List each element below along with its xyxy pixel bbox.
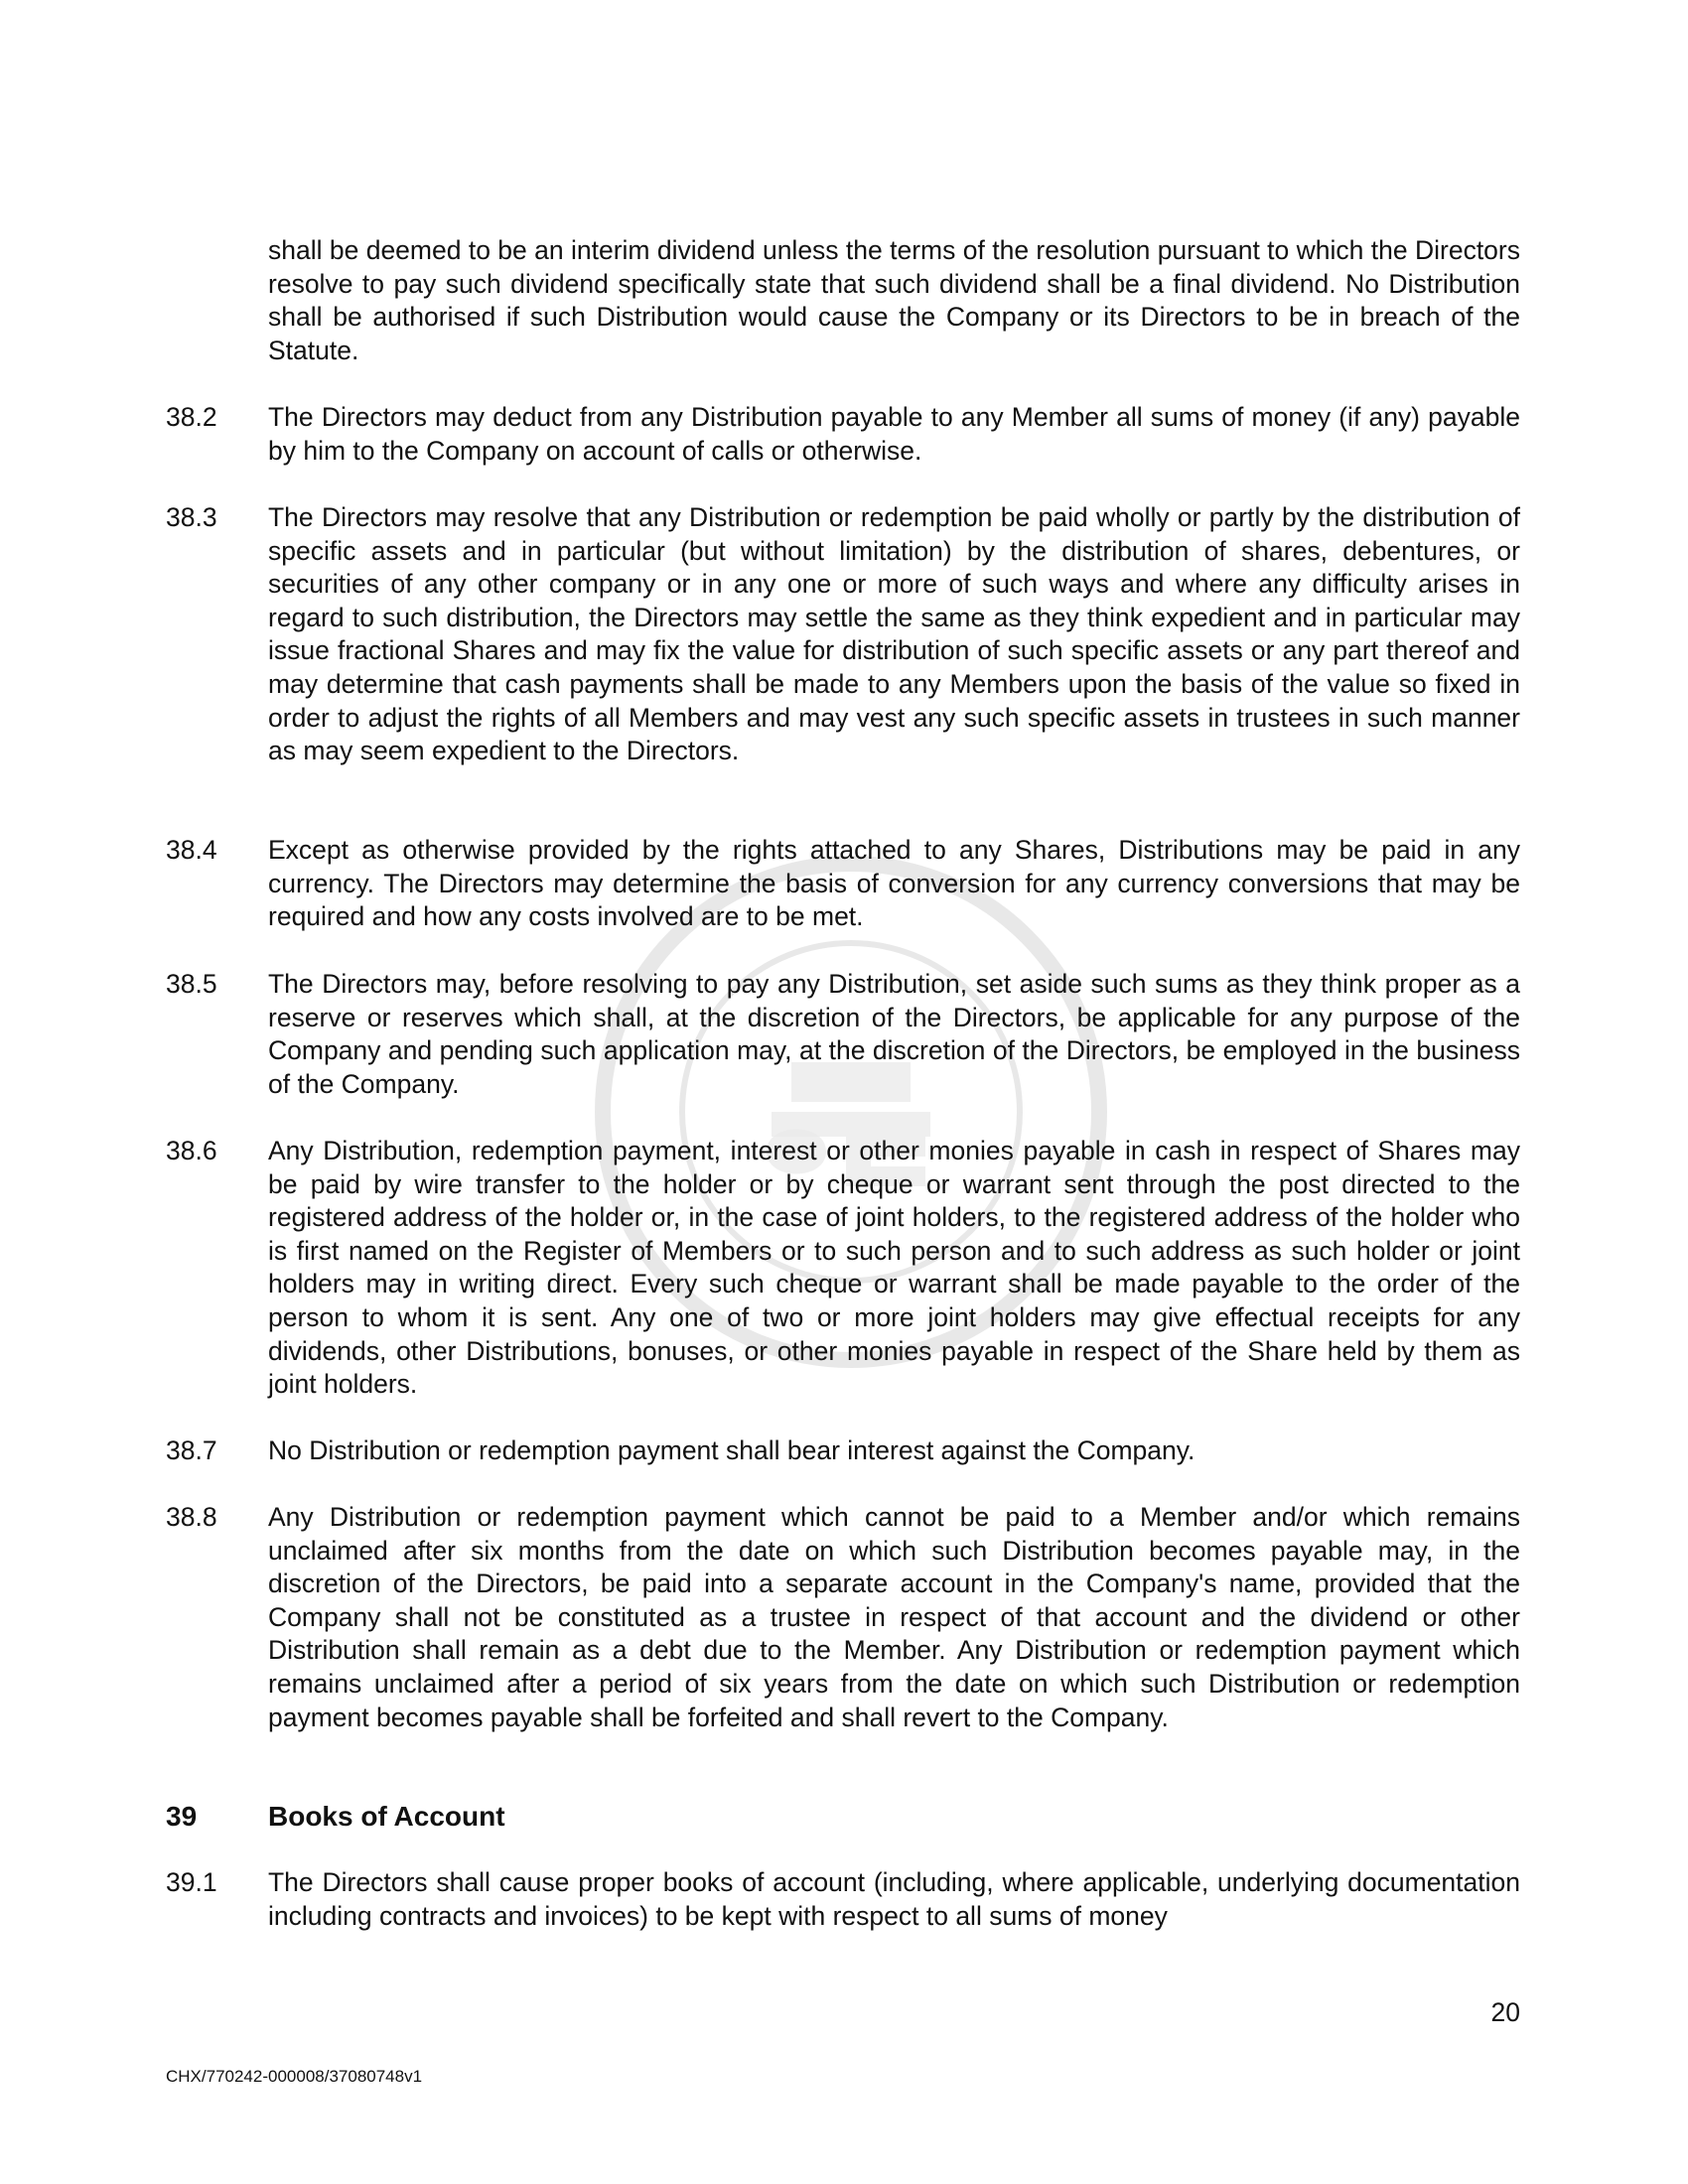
clause-38-7 — [166, 1434, 1520, 1468]
clause-38-6 — [166, 1135, 1520, 1402]
clause-number: 38.2 — [166, 402, 217, 432]
document-reference: CHX/770242-000008/37080748v1 — [166, 2067, 423, 2086]
clause-text: Except as otherwise provided by the rights attached to any Shares, Distributions may be paid in any currency. The Directors may determine the basis of conversion for any currency conversions that may be required and how any costs involved are to be met. — [268, 835, 1520, 932]
clause-text: No Distribution or redemption payment shall bear interest against the Company. — [268, 1435, 1196, 1465]
clause-text: The Directors may deduct from any Distribution payable to any Member all sums of money (if any) payable by him to the Company on account of calls or otherwise. — [268, 402, 1520, 466]
clause-text: The Directors may resolve that any Distribution or redemption be paid wholly or partly by the distribution of specific assets and in particular (but without limitation) by the distribution of shares, debentures, or securities of any other company or in any one or more of such ways and where any difficulty arises in regard to such distribution, the Directors may settle the same as they think expedient and in particular may issue fractional Shares and may fix the value for distribution of such specific assets or any part thereof and may determine that cash payments shall be made to any Members upon the basis of the value so fixed in order to adjust the rights of all Members and may vest any such specific assets in trustees in such manner as may seem expedient to the Directors. — [268, 502, 1520, 766]
clause-38-8 — [166, 1501, 1520, 1734]
clause-number: 38.3 — [166, 502, 217, 532]
clause-38-4 — [166, 834, 1520, 934]
clause-text: Any Distribution, redemption payment, interest or other monies payable in cash in respect of Shares may be paid by wire transfer to the holder or by cheque or warrant sent through the post directed to the registered address of the holder or, in the case of joint holders, to the registered address of the holder who is first named on the Register of Members or to such person and to such address as such holder or joint holders may in writing direct. Every such cheque or warrant shall be made payable to the order of the person to whom it is sent. Any one of two or more joint holders may give effectual receipts for any dividends, other Distributions, bonuses, or other monies payable in respect of the Share held by them as joint holders. — [268, 1136, 1520, 1400]
clause-number: 39.1 — [166, 1867, 217, 1897]
clause-38-3 — [166, 501, 1520, 768]
clause-number: 38.5 — [166, 969, 217, 999]
intro-paragraph: shall be deemed to be an interim dividend unless the terms of the resolution pursuant to which the Directors resolve to pay such dividend specifically state that such dividend shall be a final dividend. No Distribution shall be authorised if such Distribution would cause the Company or its Directors to be in breach of the Statute. — [268, 235, 1520, 365]
clause-number: 38.6 — [166, 1136, 217, 1165]
clause-39-1 — [166, 1866, 1520, 1933]
clause-number: 38.7 — [166, 1435, 217, 1465]
clause-38-2 — [166, 401, 1520, 468]
section-number: 39 — [166, 1801, 198, 1832]
clause-text: The Directors may, before resolving to pay any Distribution, set aside such sums as they think proper as a reserve or reserves which shall, at the discretion of the Directors, be applicable for any purpose of the Company and pending such application may, at the discretion of the Directors, be employed in the business of the Company. — [268, 969, 1520, 1099]
clause-text: The Directors shall cause proper books of account (including, where applicable, underlying documentation including contracts and invoices) to be kept with respect to all sums of money — [268, 1867, 1520, 1931]
page-number: 20 — [1490, 1997, 1520, 2027]
section-title: Books of Account — [268, 1801, 505, 1832]
clause-text: Any Distribution or redemption payment which cannot be paid to a Member and/or which remains unclaimed after six months from the date on which such Distribution becomes payable may, in the discretion of the Directors, be paid into a separate account in the Company's name, provided that the Company shall not be constituted as a trustee in respect of that account and the dividend or other Distribution shall remain as a debt due to the Member. Any Distribution or redemption payment which remains unclaimed after a period of six years from the date on which such Distribution or redemption payment becomes payable shall be forfeited and shall revert to the Company. — [268, 1502, 1520, 1732]
clause-number: 38.8 — [166, 1502, 217, 1532]
clause-number: 38.4 — [166, 835, 217, 865]
clause-38-5 — [166, 968, 1520, 1101]
section-heading — [166, 1800, 1520, 1834]
